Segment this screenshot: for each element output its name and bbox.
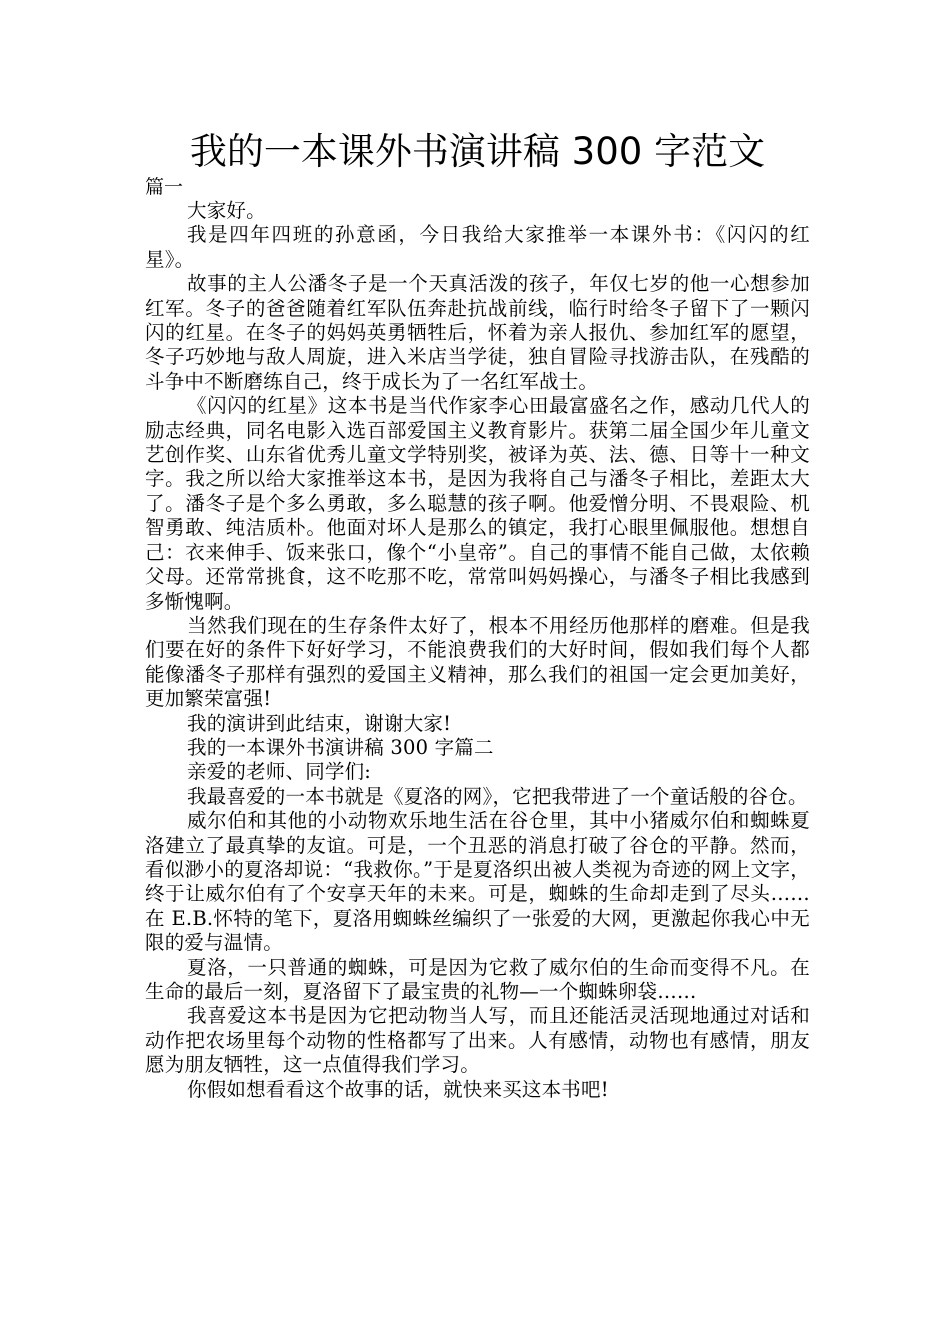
paragraph: 故事的主人公潘冬子是一个天真活泼的孩子，年仅七岁的他一心想参加红军。冬子的爸爸随着红军队伍奔赴抗战前线，临行时给冬子留下了一颗闪闪的红星。在冬子的妈妈英勇牺牲后，怀着为亲人报仇、参加红军的愿望，冬子巧妙地与敌人周旋，进入米店当学徒，独自冒险寻找游击队，在残酷的斗争中不断磨练自己，终于成长为了一名红军战士。 <box>145 272 810 393</box>
paragraph: 亲爱的老师、同学们: <box>187 760 372 784</box>
section-label: 篇一 <box>145 176 184 198</box>
document-title: 我的一本课外书演讲稿 300 字范文 <box>189 130 766 173</box>
paragraph: 我最喜爱的一本书就是《夏洛的网》，它把我带进了一个童话般的谷仓。 <box>187 784 808 808</box>
paragraph: 大家好。 <box>187 199 266 222</box>
paragraph: 威尔伯和其他的小动物欢乐地生活在谷仓里，其中小猪威尔伯和蜘蛛夏洛建立了最真挚的友谊。可是，一个丑恶的消息打破了谷仓的平静。然而，看似渺小的夏洛却说：“我救你。”于是夏洛织出被人类视为奇迹的网上文字，终于让威尔伯有了个安享天年的未来。可是，蜘蛛的生命却走到了尽头……在 E.B.怀特的笔下，夏洛用蜘蛛丝编织了一张爱的大网，更激起你我心中无限的爱与温情。 <box>145 809 810 955</box>
paragraph: 夏洛，一只普通的蜘蛛，可是因为它救了威尔伯的生命而变得不凡。在生命的最后一刻，夏洛留下了最宝贵的礼物—一个蜘蛛卵袋…… <box>145 955 810 1003</box>
paragraph: 我的演讲到此结束，谢谢大家! <box>187 711 452 735</box>
paragraph: 我是四年四班的孙意函，今日我给大家推举一本课外书：《闪闪的红星》。 <box>145 223 810 271</box>
paragraph: 《闪闪的红星》这本书是当代作家李心田最富盛名之作，感动几代人的励志经典，同名电影入选百部爱国主义教育影片。获第二届全国少年儿童文艺创作奖、山东省优秀儿童文学特别奖，被译为英、法、德、日等十一种文字。我之所以给大家推举这本书，是因为我将自己与潘冬子相比，差距太大了。潘冬子是个多么勇敢，多么聪慧的孩子啊。他爱憎分明、不畏艰险、机智勇敢、纯洁质朴。他面对坏人是那么的镇定，我打心眼里佩服他。想想自己：衣来伸手、饭来张口，像个“小皇帝”。自己的事情不能自己做，太依赖父母。还常常挑食，这不吃那不吃，常常叫妈妈操心，与潘冬子相比我感到多惭愧啊。 <box>145 394 810 613</box>
paragraph: 我喜爱这本书是因为它把动物当人写，而且还能活灵活现地通过对话和动作把农场里每个动物的性格都写了出来。人有感情，动物也有感情，朋友愿为朋友牺牲，这一点值得我们学习。 <box>145 1004 810 1077</box>
paragraph: 你假如想看看这个故事的话，就快来买这本书吧! <box>187 1077 609 1101</box>
section-heading: 我的一本课外书演讲稿 300 字篇二 <box>187 735 494 759</box>
document-page <box>145 128 810 1102</box>
paragraph: 当然我们现在的生存条件太好了，根本不用经历他那样的磨难。但是我们要在好的条件下好好学习，不能浪费我们的大好时间，假如我们每个人都能像潘冬子那样有强烈的爱国主义精神，那么我们的祖国一定会更加美好，更加繁荣富强! <box>145 613 810 711</box>
